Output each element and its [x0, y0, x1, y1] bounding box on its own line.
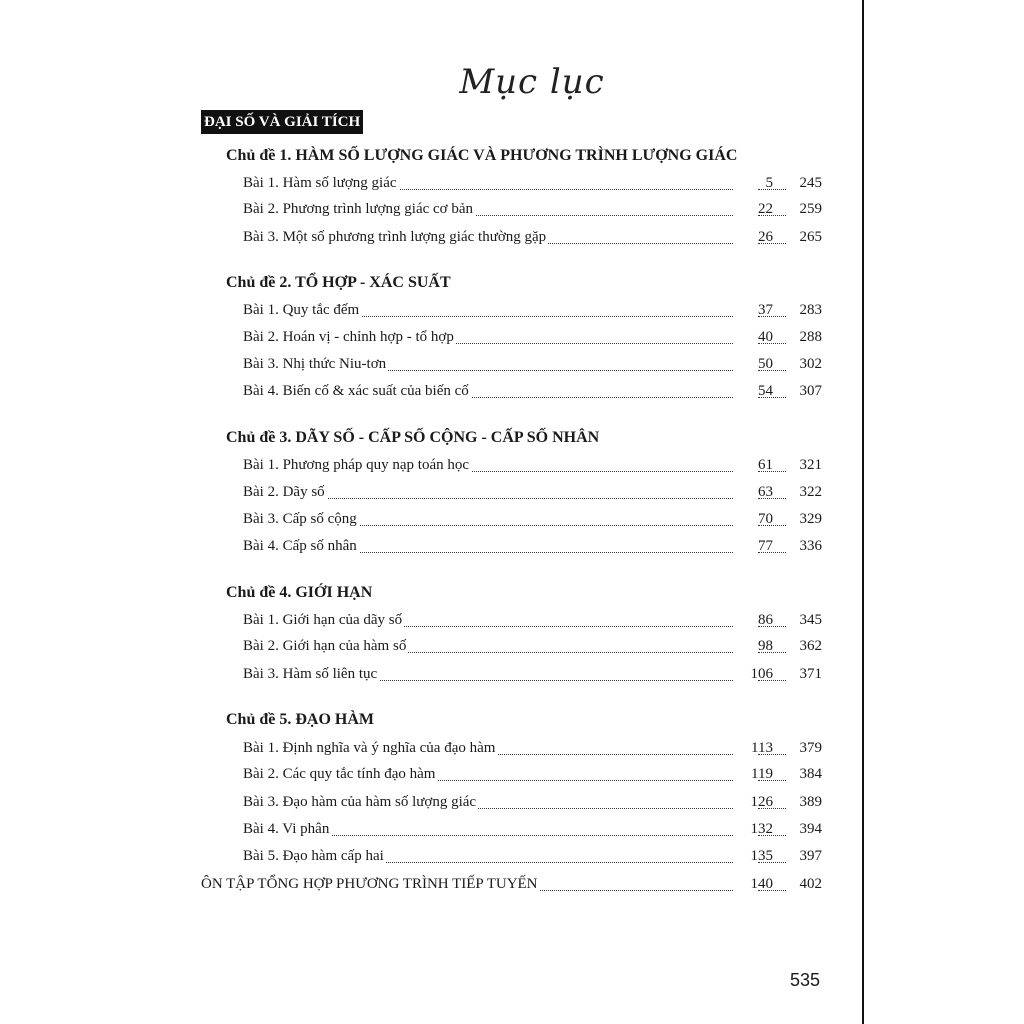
toc-entry	[0, 484, 1024, 506]
toc-entry	[0, 821, 1024, 843]
lesson-title: Bài 4. Cấp số nhân	[243, 538, 357, 554]
lesson-title: Bài 2. Dãy số	[243, 484, 325, 500]
toc-entry	[0, 740, 1024, 762]
review-title: ÔN TẬP TỔNG HỢP PHƯƠNG TRÌNH TIẾP TUYẾN	[201, 876, 538, 892]
topic-heading-row	[0, 584, 1024, 606]
review-page-start: 140	[733, 876, 773, 893]
lesson-title: Bài 1. Quy tắc đếm	[243, 302, 360, 318]
review-page-answer: 402	[786, 876, 822, 893]
lesson-title: Bài 2. Hoán vị - chỉnh hợp - tổ hợp	[243, 329, 454, 345]
toc-entry	[0, 383, 1024, 405]
lesson-title: Bài 1. Phương pháp quy nạp toán học	[243, 457, 470, 473]
topic-heading: Chủ đề 2. TỔ HỢP - XÁC SUẤT	[226, 274, 451, 291]
toc-entry	[0, 538, 1024, 560]
lesson-page-answer: 394	[786, 821, 822, 838]
lesson-page-answer: 259	[786, 201, 822, 218]
page-title: Mục lục	[459, 62, 605, 102]
lesson-page-answer: 362	[786, 638, 822, 655]
topic-heading-row	[0, 274, 1024, 296]
toc-entry	[0, 229, 1024, 251]
lesson-page-answer: 283	[786, 302, 822, 319]
lesson-title: Bài 1. Định nghĩa và ý nghĩa của đạo hàm	[243, 740, 496, 756]
lesson-title: Bài 2. Giới hạn của hàm số	[243, 638, 407, 654]
lesson-page-start: 113	[733, 740, 773, 757]
lesson-page-start: 50	[733, 356, 773, 373]
topic-heading-row	[0, 147, 1024, 169]
lesson-page-start: 37	[733, 302, 773, 319]
lesson-page-answer: 245	[786, 175, 822, 192]
toc-entry	[0, 848, 1024, 870]
lesson-page-start: 106	[733, 666, 773, 683]
lesson-page-answer: 389	[786, 794, 822, 811]
lesson-page-start: 119	[733, 766, 773, 783]
section-heading: ĐẠI SỐ VÀ GIẢI TÍCH	[201, 110, 363, 134]
lesson-page-answer: 371	[786, 666, 822, 683]
lesson-title: Bài 4. Biến cố & xác suất của biến cố	[243, 383, 469, 399]
toc-entry	[0, 766, 1024, 788]
lesson-page-start: 61	[733, 457, 773, 474]
topic-heading: Chủ đề 5. ĐẠO HÀM	[226, 711, 375, 728]
lesson-title: Bài 2. Phương trình lượng giác cơ bản	[243, 201, 474, 217]
lesson-page-start: 126	[733, 794, 773, 811]
toc-entry	[0, 175, 1024, 197]
lesson-page-answer: 329	[786, 511, 822, 528]
lesson-page-answer: 397	[786, 848, 822, 865]
topic-heading: Chủ đề 1. HÀM SỐ LƯỢNG GIÁC VÀ PHƯƠNG TRÌNH LƯỢNG GIÁC	[226, 147, 738, 164]
lesson-page-start: 77	[733, 538, 773, 555]
toc-entry	[0, 356, 1024, 378]
lesson-page-start: 135	[733, 848, 773, 865]
toc-entry	[0, 638, 1024, 660]
lesson-title: Bài 3. Đạo hàm của hàm số lượng giác	[243, 794, 477, 810]
toc-entry	[0, 666, 1024, 688]
lesson-title: Bài 4. Vi phân	[243, 821, 330, 837]
lesson-page-answer: 384	[786, 766, 822, 783]
lesson-page-start: 70	[733, 511, 773, 528]
lesson-title: Bài 1. Hàm số lượng giác	[243, 175, 397, 191]
lesson-page-start: 5	[733, 175, 773, 192]
toc-entry-review	[0, 876, 1024, 898]
toc-entry	[0, 302, 1024, 324]
lesson-page-start: 132	[733, 821, 773, 838]
lesson-page-start: 98	[733, 638, 773, 655]
lesson-page-answer: 288	[786, 329, 822, 346]
lesson-page-start: 86	[733, 612, 773, 629]
toc-entry	[0, 511, 1024, 533]
lesson-title: Bài 3. Một số phương trình lượng giác thường gặp	[243, 229, 547, 245]
lesson-title: Bài 3. Nhị thức Niu-tơn	[243, 356, 387, 372]
lesson-page-start: 54	[733, 383, 773, 400]
toc-entry	[0, 329, 1024, 351]
toc-entry	[0, 794, 1024, 816]
lesson-page-answer: 321	[786, 457, 822, 474]
lesson-page-start: 26	[733, 229, 773, 246]
lesson-page-answer: 322	[786, 484, 822, 501]
lesson-page-start: 22	[733, 201, 773, 218]
lesson-page-answer: 379	[786, 740, 822, 757]
lesson-title: Bài 1. Giới hạn của dãy số	[243, 612, 403, 628]
lesson-page-start: 40	[733, 329, 773, 346]
topic-heading-row	[0, 429, 1024, 451]
topic-heading: Chủ đề 3. DÃY SỐ - CẤP SỐ CỘNG - CẤP SỐ NHÂN	[226, 429, 600, 446]
lesson-page-start: 63	[733, 484, 773, 501]
toc-entry	[0, 201, 1024, 223]
lesson-title: Bài 5. Đạo hàm cấp hai	[243, 848, 384, 864]
topic-heading-row	[0, 711, 1024, 733]
lesson-title: Bài 2. Các quy tắc tính đạo hàm	[243, 766, 436, 782]
lesson-page-answer: 336	[786, 538, 822, 555]
toc-entry	[0, 457, 1024, 479]
lesson-page-answer: 345	[786, 612, 822, 629]
lesson-page-answer: 307	[786, 383, 822, 400]
lesson-title: Bài 3. Cấp số cộng	[243, 511, 357, 527]
toc-entry	[0, 612, 1024, 634]
lesson-page-answer: 302	[786, 356, 822, 373]
page-number: 535	[789, 970, 820, 990]
lesson-page-answer: 265	[786, 229, 822, 246]
topic-heading: Chủ đề 4. GIỚI HẠN	[226, 584, 373, 601]
lesson-title: Bài 3. Hàm số liên tục	[243, 666, 378, 682]
